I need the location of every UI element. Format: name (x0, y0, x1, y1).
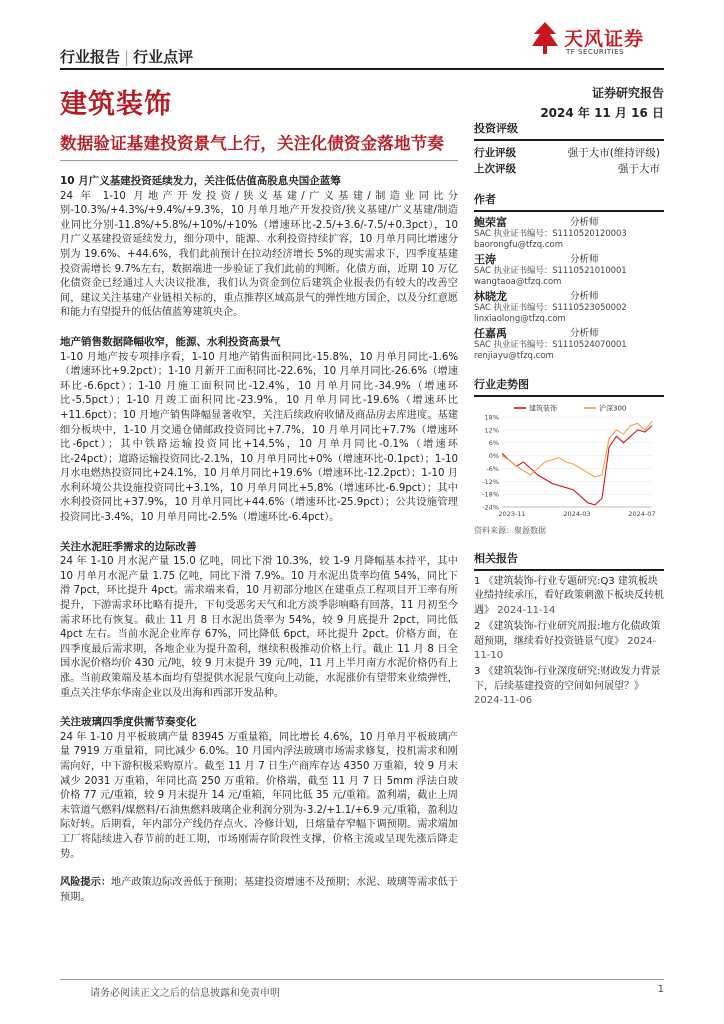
trend-heading: 行业走势图 (474, 376, 664, 397)
industry-rating (474, 145, 664, 161)
author-entry (474, 327, 664, 362)
chart-x-tick-label: 2024-03 (563, 510, 591, 518)
rating-heading: 投资评级 (474, 120, 664, 141)
chart-y-tick-label: -12% (482, 477, 499, 486)
footer-disclaimer: 请务必阅读正文之后的信息披露和免责申明 (90, 988, 280, 999)
chart-y-tick-label: -6% (486, 464, 499, 473)
chart-y-tick-label: -24% (482, 503, 499, 512)
headline-divider (60, 160, 458, 161)
report-type: 证券研究报告 (591, 86, 664, 100)
related-report-title: 3 《建筑装饰-行业深度研究:财政发力背景下，后续基建投资的空间如何展望？》 (474, 666, 661, 692)
chart-x-tick-label: 2023-11 (498, 510, 526, 518)
author-sac: SAC 执业证书编号：S1110523050002 (474, 303, 627, 313)
logo-subtext: TF SECURITIES (566, 48, 625, 56)
related-report-date: 2024-11-10 (474, 635, 657, 662)
chart-y-tick-label: 0% (488, 452, 499, 461)
section-infrastructure (60, 174, 458, 321)
industry-rating-value: 强于大市(维持评级) (567, 147, 660, 159)
previous-rating (474, 161, 664, 177)
section-body: 1-10 月地产按专项排序看，1-10 月地产销售面积同比-15.8%，10 月单月同比-1.6%（增速环比+9.2pct）；1-10 月新开工面积同比-22.6%，10 月单月同比-26.6%（增速环比-6.6pct）；1-10 月施工面积同比-12.4%，10 月单月同比-34.9%（增速环比-5.5pct）；1-10 月竣工面积同比-23.9%，10 月单月同比-19.6%（增速环比+11.6pct）；10 月地产销售降幅显著收窄，关注后续政府收储及商品房去库进度。基建细分板块中，1-10 月交通仓储邮政投资同比+7.7%，10 月单月同比+7.7%（增速环比-6pct）；其中铁路运输投资同比+14.5%，10 月单月同比-0.1%（增速环比-24pct）；道路运输投资同比-2.1%，10 月单月同比+0%（增速环比-0.1pct）；1-10 月水电燃热投资同比+24.1%，10 月单月同比+19.6%（增速环比-12.2pct）；1-10 月水利环境公共设施投资同比+3.1%，10 月单月同比+5.8%（增速环比-6.9pct）；其中水利投资同比+37.9%，10 月单月同比+44.6%（增速环比-25.9pct）；公共设施管理投资同比-3.4%，10 月单月同比-2.5%（增速环比-6.4pct）。 (60, 351, 458, 524)
section-heading: 10 月广义基建投资延续发力，关注低估值高股息央国企蓝筹 (60, 175, 341, 187)
section-heading: 地产销售数据降幅收窄，能源、水利投资高景气 (60, 335, 281, 348)
author-role: 分析师 (570, 328, 599, 339)
company-logo (530, 18, 670, 64)
chart-x-tick-label: 2024-07 (628, 510, 656, 518)
author-sac: SAC 执业证书编号：S1110521010001 (474, 266, 627, 276)
footer-divider (60, 979, 664, 980)
report-date: 2024 年 11 月 16 日 (540, 106, 664, 120)
related-heading: 相关报告 (474, 550, 664, 571)
sidebar (474, 120, 664, 711)
previous-rating-label: 上次评级 (474, 163, 516, 175)
related-report-date: 2024-11-06 (474, 695, 533, 707)
report-subcategory-label: 行业点评 (133, 48, 194, 66)
author-entry (474, 216, 664, 251)
related-report-item[interactable] (474, 620, 664, 663)
report-headline: 数据验证基建投资景气上行，关注化债资金落地节奏 (60, 134, 445, 153)
report-category (60, 46, 193, 67)
chart-legend-label: 沪深300 (599, 404, 627, 413)
section-body: 24 年 1-10 月平板玻璃产量 83945 万重量箱，同比增长 4.6%，10 月单月平板玻璃产量 7919 万重量箱，同比减少 6.0%。10 月国内浮法玻璃市场需求修复，投机需求和刚需向好，中下游积极采购原片。截至 11 月 7 日生产商库存达 4350 万重箱，较 9 月末减少 2031 万重箱，年同比高 250 万重箱。价格端，截至 11 月 7 日 5mm 浮法白玻价格 77 元/重箱，较 9 月末提升 14 元/重箱，年同比低 35 元/重箱。盈利端，截止上周末管道气燃料/煤燃料/石油焦燃料玻璃企业利润分别为-3.2/+1.1/+6.9 元/重箱，盈利边际好转。后期看，年内部分产线仍存点火、冷修计划，日熔量存窄幅下调预期。需求端加工厂将陆续进入春节前的赶工期，市场刚需存阶段性支撑，价格主流或呈现先涨后降走势。 (60, 731, 458, 860)
author-name: 王涛 (474, 253, 496, 266)
section-heading: 关注水泥旺季需求的边际改善 (60, 540, 197, 553)
author-entry (474, 290, 664, 325)
header-divider (60, 68, 664, 70)
chart-y-tick-label: 6% (488, 439, 499, 448)
author-email[interactable]: wangtaoa@tfzq.com (474, 277, 562, 287)
section-body: 24 年 1-10 月水泥产量 15.0 亿吨，同比下滑 10.3%，较 1-9 月降幅基本持平，其中 10 月单月水泥产量 1.75 亿吨，同比下滑 7.9%。10 月水泥出货率均值 54%，同比下滑 7pct，环比提升 4pct。需求端来看，10 月初部分地区在建重点工程项目开工率有所提升，下游需求环比略有提升，下旬受恶劣天气和北方淡季影响略有回落，11 月初至今需求环比有恢复。截止 11 月 8 日水泥出货率为 54%，较 9 月底提升 2pct，同比低 4pct 左右。当前水泥企业库存 67%，同比降低 6pct，环比提升 2pct。价格方面，在四季度最后需求期，各地企业为提升盈利，继续积极推动价格上行。截止 11 月 8 日全国水泥价格均价 430 元/吨，较 9 月末提升 39 元/吨，11 月上半月南方水泥价格仍有上涨。当前政策端及基本面均有望提供水泥景气度向上动能，水泥涨价有望带来业绩弹性，重点关注华东华南企业以及出海和西部开发品种。 (60, 556, 458, 699)
risk-text: 地产政策边际改善低于预期；基建投资增速不及预期；水泥、玻璃等需求低于预期。 (60, 877, 458, 903)
author-sac: SAC 执业证书编号：S1110520120003 (474, 229, 627, 239)
trend-chart (474, 401, 664, 523)
section-cement (60, 540, 458, 702)
chart-legend-label: 建筑装饰 (529, 404, 557, 413)
risk-warning (60, 876, 458, 905)
related-report-item[interactable] (474, 575, 664, 618)
author-entry (474, 253, 664, 288)
chart-source: 资料来源：聚源数据 (474, 526, 546, 535)
chart-y-tick-label: -18% (482, 490, 499, 499)
page-number: 1 (657, 984, 664, 995)
section-property (60, 335, 458, 526)
author-email[interactable]: linxiaolong@tfzq.com (474, 314, 566, 324)
risk-label: 风险提示： (60, 877, 112, 889)
related-report-item[interactable] (474, 665, 664, 708)
sector-title: 建筑装饰 (60, 89, 172, 120)
industry-rating-label: 行业评级 (474, 147, 516, 159)
category-separator: | (124, 48, 130, 66)
author-sac: SAC 执业证书编号：S1110524070001 (474, 340, 627, 350)
related-report-title: 2 《建筑装饰-行业研究周报:地方化债政策超预期，继续看好投资链景气度》 (474, 621, 661, 647)
chart-y-tick-label: 18% (484, 413, 499, 422)
author-name: 林晓龙 (474, 290, 507, 303)
authors-heading: 作者 (474, 191, 664, 212)
section-body: 24 年 1-10 月地产开发投资/狭义基建/广义基建/制造业同比分别-10.3%/+4.3%/+9.4%/+9.3%，10 月单月地产开发投资/狭义基建/广义基建/制造业同比分别-11.8%/+5.8%/+10%/+10%（增速环比-2.5/+3.6/-7.5/+0.3pct），10 月广义基建投资延续发力，细分项中，能源、水利投资持续扩容，10 月单月同比增速分别为 19.6%、+44.6%，我们此前预计在拉动经济增长 5%的现实需求下，四季度基建投资需增长 9.7%左右，数据端进一步验证了我们此前的判断。化债方面，近期 10 万亿化债资金已经通过人大决议批准，我们认为资金到位后建筑企业报表仍有较大的改善空间，建议关注基建产业链相关标的，重点推荐区域高景气的弹性地方国企，以及分红意愿和能力有望提升的低估值蓝筹建筑央企。 (60, 190, 458, 319)
logo-text: 天风证券 (564, 28, 645, 50)
author-role: 分析师 (570, 291, 599, 302)
author-name: 任嘉禹 (474, 327, 507, 340)
previous-rating-value: 强于大市 (618, 163, 660, 175)
related-report-date: 2024-11-14 (497, 604, 556, 616)
section-glass (60, 715, 458, 862)
chart-series-line (502, 426, 652, 505)
report-category-label: 行业报告 (60, 48, 121, 66)
trend-chart-svg (474, 401, 664, 523)
related-report-title: 1 《建筑装饰-行业专题研究:Q3 建筑板块业绩持续承压，看好政策刺激下板块反转机遇》 (474, 576, 664, 616)
main-content (60, 174, 458, 905)
author-email[interactable]: renjiayu@tfzq.com (474, 351, 554, 361)
author-email[interactable]: baorongfu@tfzq.com (474, 240, 564, 250)
logo-icon (530, 20, 560, 56)
author-role: 分析师 (570, 217, 599, 228)
author-name: 鲍荣富 (474, 216, 507, 229)
section-heading: 关注玻璃四季度供需节奏变化 (60, 716, 197, 729)
chart-y-tick-label: 12% (484, 426, 499, 435)
author-role: 分析师 (570, 254, 599, 265)
